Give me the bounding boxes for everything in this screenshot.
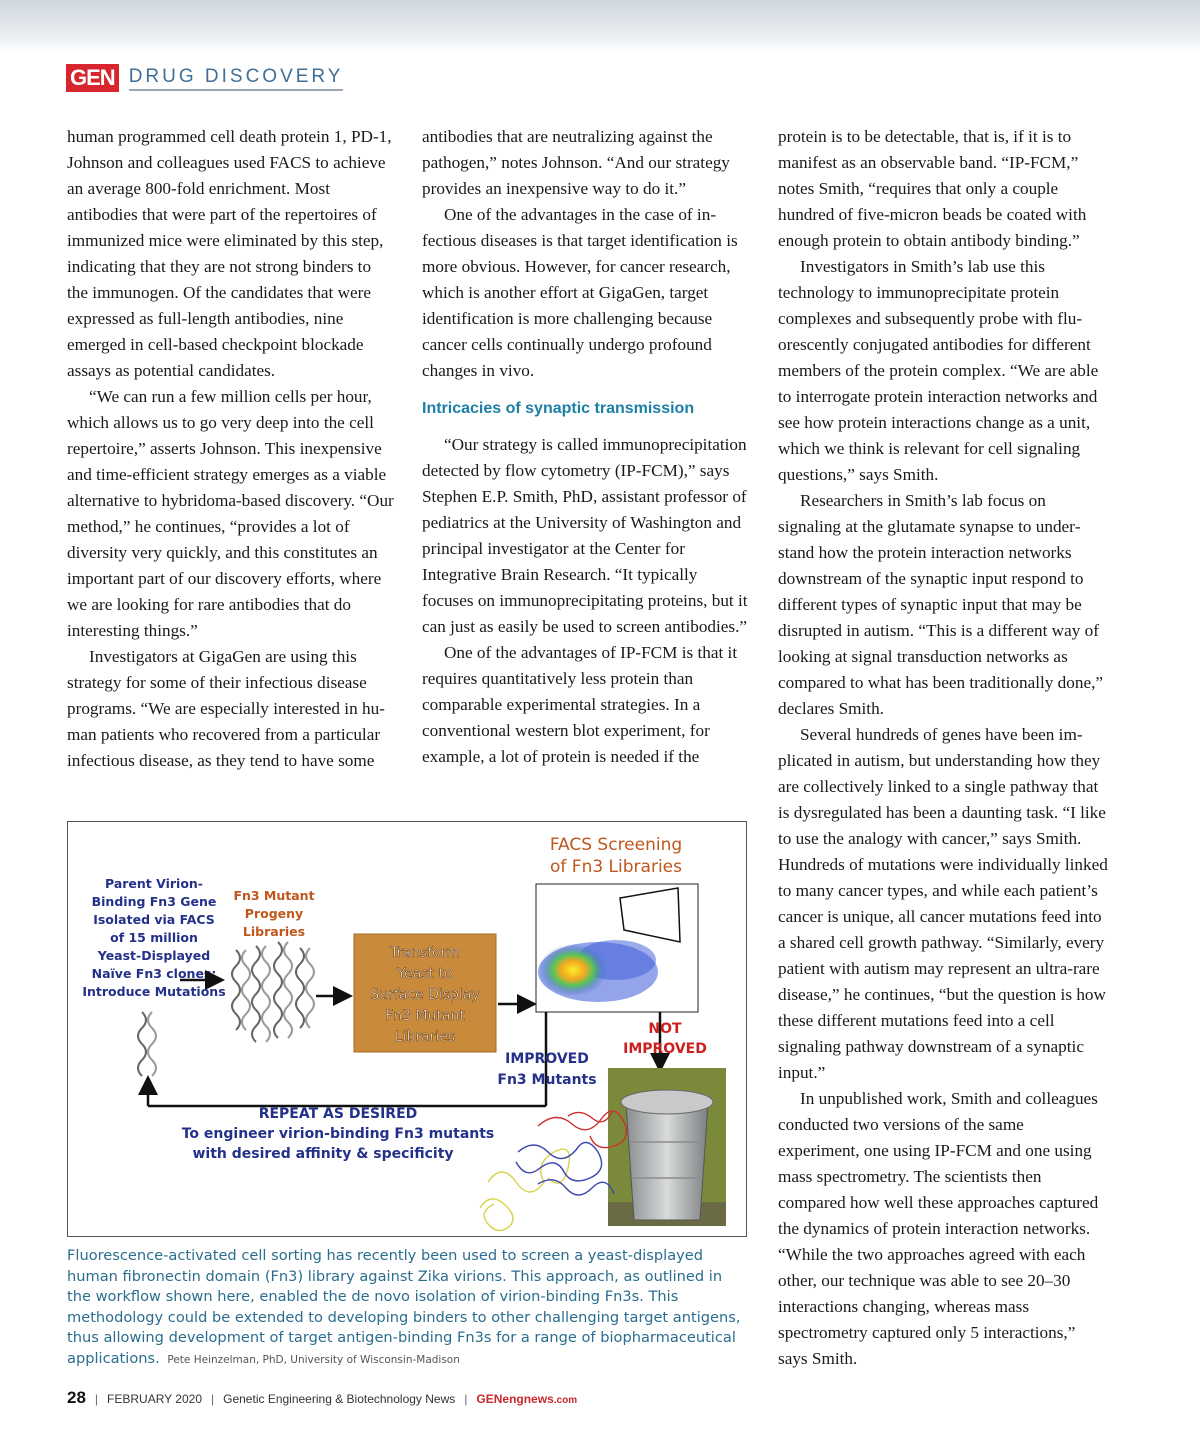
paragraph: antibodies that are neutralizing against the pathogen,” notes Johnson. “And our strategy provides an inexpensive way to do it.” xyxy=(422,127,730,198)
parent-label-line: Binding Fn3 Gene xyxy=(91,894,217,909)
top-gradient-band xyxy=(0,0,1200,52)
page-number: 28 xyxy=(67,1388,86,1407)
page-footer xyxy=(67,1388,577,1408)
facs-scatter-plot xyxy=(536,884,698,1012)
website-link[interactable] xyxy=(476,1392,577,1406)
improved-label-line: IMPROVED xyxy=(505,1051,589,1067)
workflow-figure xyxy=(67,821,747,1237)
website-tld: .com xyxy=(553,1395,578,1406)
caption-credit: Pete Heinzelman, PhD, University of Wisconsin-Madison xyxy=(167,1353,460,1366)
paragraph: human programmed cell death protein 1, PD-1, Johnson and colleagues used FACS to achieve an average 800-fold enrichment. Most antibodies that were part of the repertoires of immunized mice were eliminated by this step, indicating that they are not strong binders to the immunogen. Of the candidates that were expressed as full-length antibodies, nine emerged in cell-based checkpoint blockade assays as potential candidates. xyxy=(67,127,392,380)
parent-label-line: Naïve Fn3 clones: xyxy=(91,966,217,981)
publication-name: Genetic Engineering & Biotechnology News xyxy=(223,1392,456,1406)
parent-label-line: Isolated via FACS xyxy=(93,912,215,927)
paragraph: “We can run a few million cells per hour, which allows us to go very deep into the cell repertoire,” asserts Johnson. This inexpensive and time-efficient strategy emerges as a viable alternative to hybridoma-based discovery. “Our method,” he continues, “provides a lot of diversity very quickly, and this constitutes an important part of our discovery efforts, where we are looking for rare antibodies that do interesting things.” xyxy=(67,387,394,640)
paragraph: Investigators at GigaGen are using this strategy for some of their infectious disease programs. “We are especially interested in human patients who recovered from a particular infectious disease, as they tend to have some xyxy=(67,647,385,770)
figure-caption xyxy=(67,1246,747,1370)
article-column-2 xyxy=(422,124,752,770)
page-header xyxy=(66,64,343,92)
engineer-label-line-2: with desired affinity & specificity xyxy=(192,1146,454,1162)
caption-text: Fluorescence-activated cell sorting has recently been used to screen a yeast-displayed human fibronectin domain (Fn3) library against Zika virions. This approach, as outlined in the workflow shown here, enabled the de novo isolation of virion-binding Fn3s. This methodology could be extended to developing binders to other challenging target antigens, thus allowing development of target antigen-binding Fn3s for a range of biopharmaceutical applications. xyxy=(67,1247,741,1367)
gen-logo: GEN xyxy=(66,64,119,92)
facs-title-line-2: of Fn3 Libraries xyxy=(550,857,682,877)
section-subheading: Intricacies of synaptic transmission xyxy=(422,400,695,417)
paragraph: Several hundreds of genes have been implicated in autism, but understanding how they are collectively linked to a single pathway that is dysregulated has been a daunting task. “I like to use the analogy with cancer,” says Smith. Hundreds of mutations were individually linked to many cancer types, and while each patient’s cancer is unique, all cancer mutations feed into a shared cell growth pathway. “Similarly, every patient with autism may represent an ultra-rare disease,” he continues, “but the question is how these different mutations feed into a cell signaling pathway downstream of a synaptic input.” xyxy=(778,725,1108,1082)
paragraph: “Our strategy is called immunoprecipitation detected by flow cytometry (IP-FCM),” says Stephen E.P. Smith, PhD, assistant professor of pediatrics at the University of Washington and principal investigator at the Center for Integrative Brain Research. “It typically focuses on immunoprecipitating proteins, but it can just as easily be used to screen antibodies.” xyxy=(422,435,748,636)
article-column-3 xyxy=(778,124,1108,1372)
transform-label-line: Yeast to xyxy=(397,966,453,982)
paragraph: protein is to be detectable, that is, if it is to manifest as an observable band. “IP-FCM,” notes Smith, “requires that only a couple hundred of five-micron beads be coated with enough protein to obtain antibody binding.” xyxy=(778,127,1087,250)
footer-divider: | xyxy=(464,1392,468,1406)
improved-label-line: Fn3 Mutants xyxy=(497,1072,597,1088)
footer-divider: | xyxy=(211,1392,215,1406)
article-column-1 xyxy=(67,124,395,774)
transform-label-line: Transform xyxy=(390,945,460,961)
section-title: DRUG DISCOVERY xyxy=(129,66,344,91)
transform-yeast-box xyxy=(354,934,496,1052)
paragraph: Researchers in Smith’s lab focus on signaling at the glutamate synapse to understand how the protein interaction networks downstream of the synaptic input respond to different types of synaptic input that may be disrupted in autism. “This is a different way of looking at signal transduction networks as compared to what has been traditionally done,” declares Smith. xyxy=(778,491,1104,718)
paragraph: Investigators in Smith’s lab use this technology to immunoprecipitate protein complexes and subsequently probe with fluorescently conjugated antibodies for different members of the protein complex. “We are able to interrogate protein interaction networks and see how protein interactions change as a unit, which we think is relevant for cell signaling questions,” says Smith. xyxy=(778,257,1099,484)
issue-date: FEBRUARY 2020 xyxy=(107,1392,202,1406)
footer-divider: | xyxy=(94,1392,99,1406)
parent-label-line: Introduce Mutations xyxy=(82,984,226,999)
transform-label-line: Fn3 Mutant xyxy=(385,1008,465,1024)
not-improved-label-line: NOT xyxy=(648,1021,682,1037)
transform-label-line: Surface Display xyxy=(370,987,480,1003)
website-name: GENengnews xyxy=(476,1392,554,1406)
transform-label-line: Libraries xyxy=(394,1029,456,1045)
mutant-label-line: Fn3 Mutant xyxy=(233,888,315,903)
parent-label-line: Yeast-Displayed xyxy=(97,948,211,963)
mutant-label-line: Progeny xyxy=(244,906,304,921)
mutant-label-line: Libraries xyxy=(242,924,306,939)
paragraph: One of the advantages in the case of infectious diseases is that target identification is more obvious. However, for cancer research, which is another effort at GigaGen, target identification is more challenging because cancer cells continually undergo profound changes in vivo. xyxy=(422,205,738,380)
not-improved-label-line: IMPROVED xyxy=(623,1041,707,1057)
paragraph: In unpublished work, Smith and colleagues conducted two versions of the same experiment, one using IP-FCM and one using mass spectrometry. The scientists then compared how well these approaches captured the dynamics of protein interaction networks. “While the two approaches agreed with each other, our technique was able to see 20–30 interactions changing, whereas mass spectrometry captured only 5 interactions,” says Smith. xyxy=(778,1089,1099,1368)
repeat-label: REPEAT AS DESIRED xyxy=(258,1106,418,1122)
parent-label-line: Parent Virion- xyxy=(105,876,203,891)
protein-structure-illustration xyxy=(480,1111,626,1231)
parent-label-line: of 15 million xyxy=(110,930,198,945)
trash-can-photo xyxy=(608,1068,726,1226)
workflow-diagram xyxy=(68,822,747,1237)
paragraph: One of the advantages of IP-FCM is that it requires quantitatively less protein than comparable experimental strategies. In a conventional western blot experiment, for example, a lot of protein is needed if the xyxy=(422,643,738,766)
facs-title-line-1: FACS Screening xyxy=(549,835,683,855)
engineer-label-line-1: To engineer virion-binding Fn3 mutants xyxy=(181,1126,495,1142)
